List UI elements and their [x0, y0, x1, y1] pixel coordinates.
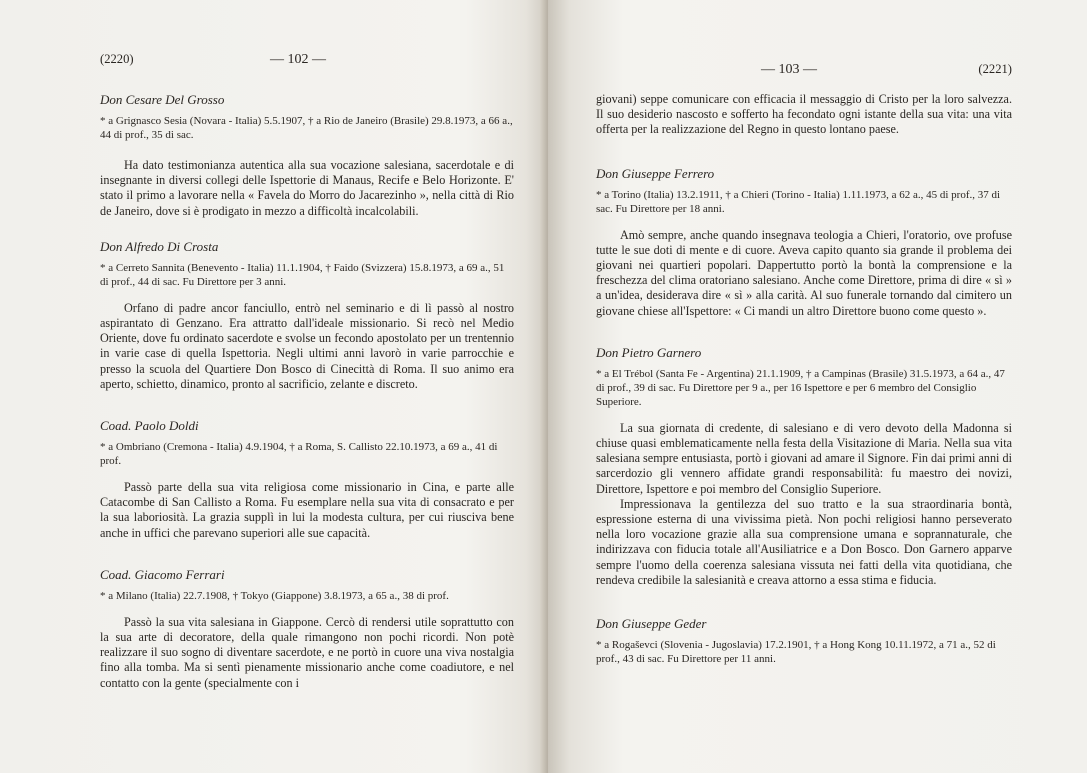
entry-bio: * a Milano (Italia) 22.7.1908, † Tokyo (Giappone) 3.8.1973, a 65 a., 38 di prof.: [100, 589, 449, 602]
entry-name: Coad. Giacomo Ferrari: [100, 566, 225, 582]
obituary-entry: [100, 92, 514, 219]
entry-name: Don Pietro Garnero: [596, 344, 702, 360]
entry-paragraph: Amò sempre, anche quando insegnava teologia a Chieri, l'oratorio, ove profuse tutte le sue doti di mente e di cuore. Aveva capito quanto sia grande il problema dei giovani nei quartieri popolari. Dappertutto portò la bontà la comprensione e la freschezza del clima oratoriano salesiano. Anche come Direttore, prima di dire « sì » a un'idea, desiderava dire « sì » alla carità. Al suo funerale tornando dal cimitero un giovane chiese all'Ispettore: « Ci mandi un altro Direttore buono come questo ».: [596, 227, 1012, 318]
entry-name: Don Giuseppe Ferrero: [596, 165, 715, 181]
right-page-header: [596, 58, 1012, 84]
entry-bio: * a Rogaševci (Slovenia - Jugoslavia) 17.2.1901, † a Hong Kong 10.11.1972, a 71 a., 52 di prof., 43 di sac. Fu Direttore per 11 anni.: [596, 639, 996, 666]
right-page: [548, 0, 1087, 773]
page-code: (2220): [100, 52, 134, 66]
entry-paragraph: La sua giornata di credente, di salesiano e di vero devoto della Madonna si chiuse quasi emblematicamente nella festa della Visitazione di Maria. Nella sua vita salesiana sempre entusiasta, portò i giovani ad amare il Signore. Fin dai primi anni di sarcerdozio gli vennero affidate grandi responsabilità: fu maestro dei novizi, Direttore, Ispettore e poi membro del Consiglio Superiore.: [596, 420, 1012, 496]
obituary-entry: [100, 239, 514, 392]
entry-paragraph: Impressionava la gentilezza del suo tratto e la sua straordinaria bontà, espressione esterna di una vivissima pietà. Non pochi religiosi hanno perseverato nella loro vocazione grazie alla sua comprensione umana e soprannaturale, che indirizzava con fiducia totale all'Ausiliatrice e a Don Bosco. Don Garnero apparve sempre l'uomo della coerenza salesiana vissuta nei fatti della vita quotidiana, che rendeva credibile la salesianità e creava attorno a essa stima e fiducia.: [596, 496, 1012, 587]
entry-name: Coad. Paolo Doldi: [100, 418, 199, 434]
obituary-entry: [100, 567, 514, 691]
entry-bio: * a Cerreto Sannita (Benevento - Italia) 11.1.1904, † Faido (Svizzera) 15.8.1973, a 69 a., 51 di prof., 44 di sac. Fu Direttore per 3 anni.: [100, 261, 505, 288]
left-page-header: [100, 52, 514, 74]
entry-name: Don Giuseppe Geder: [596, 616, 707, 632]
entry-paragraph: Passò la sua vita salesiana in Giappone. Cercò di rendersi utile soprattutto con la sua arte di decoratore, della quale rimangono non pochi ricordi. Non potè realizzare il suo sogno di diventare sacerdote, e ne portò in cuore una viva nostalgia fino alla tomba. Ma si sentì pienamente missionario anche come coadiutore, e nel contatto con la gente (specialmente con i: [100, 614, 514, 690]
obituary-entry: [596, 166, 1012, 319]
entry-name: Don Alfredo Di Crosta: [100, 238, 219, 254]
entry-paragraph: Orfano di padre ancor fanciullo, entrò nel seminario e di lì passò al nostro aspirantato di Genzano. Era attratto dall'ideale missionario. Si recò nel Medio Oriente, dove fu ordinato sacerdote e svolse un fecondo apostolato per un trentennio in varie case di quella Ispettoria. Negli ultimi anni lavorò in varie parrocchie e presso la scuola del Quartiere Don Bosco di Cinecittà di Roma. Il suo animo era aperto, schietto, dinamico, pronto al sacrificio, zelante e discreto.: [100, 300, 514, 391]
entry-bio: * a El Trébol (Santa Fe - Argentina) 21.1.1909, † a Campinas (Brasile) 31.5.1973, a 64 a., 47 di prof., 39 di sac. Fu Direttore per 9 a., per 16 Ispettore e per 6 membro del Consiglio Superiore.: [596, 367, 1005, 408]
entry-bio: * a Grignasco Sesia (Novara - Italia) 5.5.1907, † a Rio de Janeiro (Brasile) 29.8.1973, a 66 a., 44 di prof., 35 di sac.: [100, 115, 513, 141]
page-number: — 102 —: [270, 52, 326, 67]
page-code: (2221): [978, 62, 1012, 76]
entry-paragraph: Ha dato testimonianza autentica alla sua vocazione salesiana, sacerdotale e di insegnante in diversi collegi delle Ispettorie di Manaus, Recife e Belo Horizonte. E' stato il primo a lavorare nella « Favela do Morro do Jacarezinho », nella città di Rio de Janeiro, dove si è prodigato in mezzo a difficoltà incalcolabili.: [100, 158, 514, 218]
page-number: — 103 —: [761, 62, 817, 77]
obituary-entry: [100, 418, 514, 541]
entry-bio: * a Torino (Italia) 13.2.1911, † a Chieri (Torino - Italia) 1.11.1973, a 62 a., 45 di prof., 37 di sac. Fu Direttore per 18 anni.: [596, 188, 1001, 215]
obituary-entry: [596, 616, 1012, 666]
entry-paragraph: Passò parte della sua vita religiosa come missionario in Cina, e parte alle Catacombe di San Callisto a Roma. Fu esemplare nella sua vita di consacrato e per la sua laboriosità. La grazia supplì in lui la modesta cultura, per cui riusciva bene anche in uffici che parevano superiori alle sue capacità.: [100, 480, 514, 540]
entry-bio: * a Ombriano (Cremona - Italia) 4.9.1904, † a Roma, S. Callisto 22.10.1973, a 69 a., 41 di prof.: [100, 441, 498, 468]
entry-name: Don Cesare Del Grosso: [100, 92, 225, 107]
continued-paragraph: giovani) seppe comunicare con efficacia il messaggio di Cristo per la loro salvezza. Il suo desiderio nascosto e sofferto ha fecondato ogni istante della sua vita: una vita offerta per la realizzazione del Regno in questo lontano paese.: [596, 92, 1012, 137]
obituary-entry: [596, 345, 1012, 588]
